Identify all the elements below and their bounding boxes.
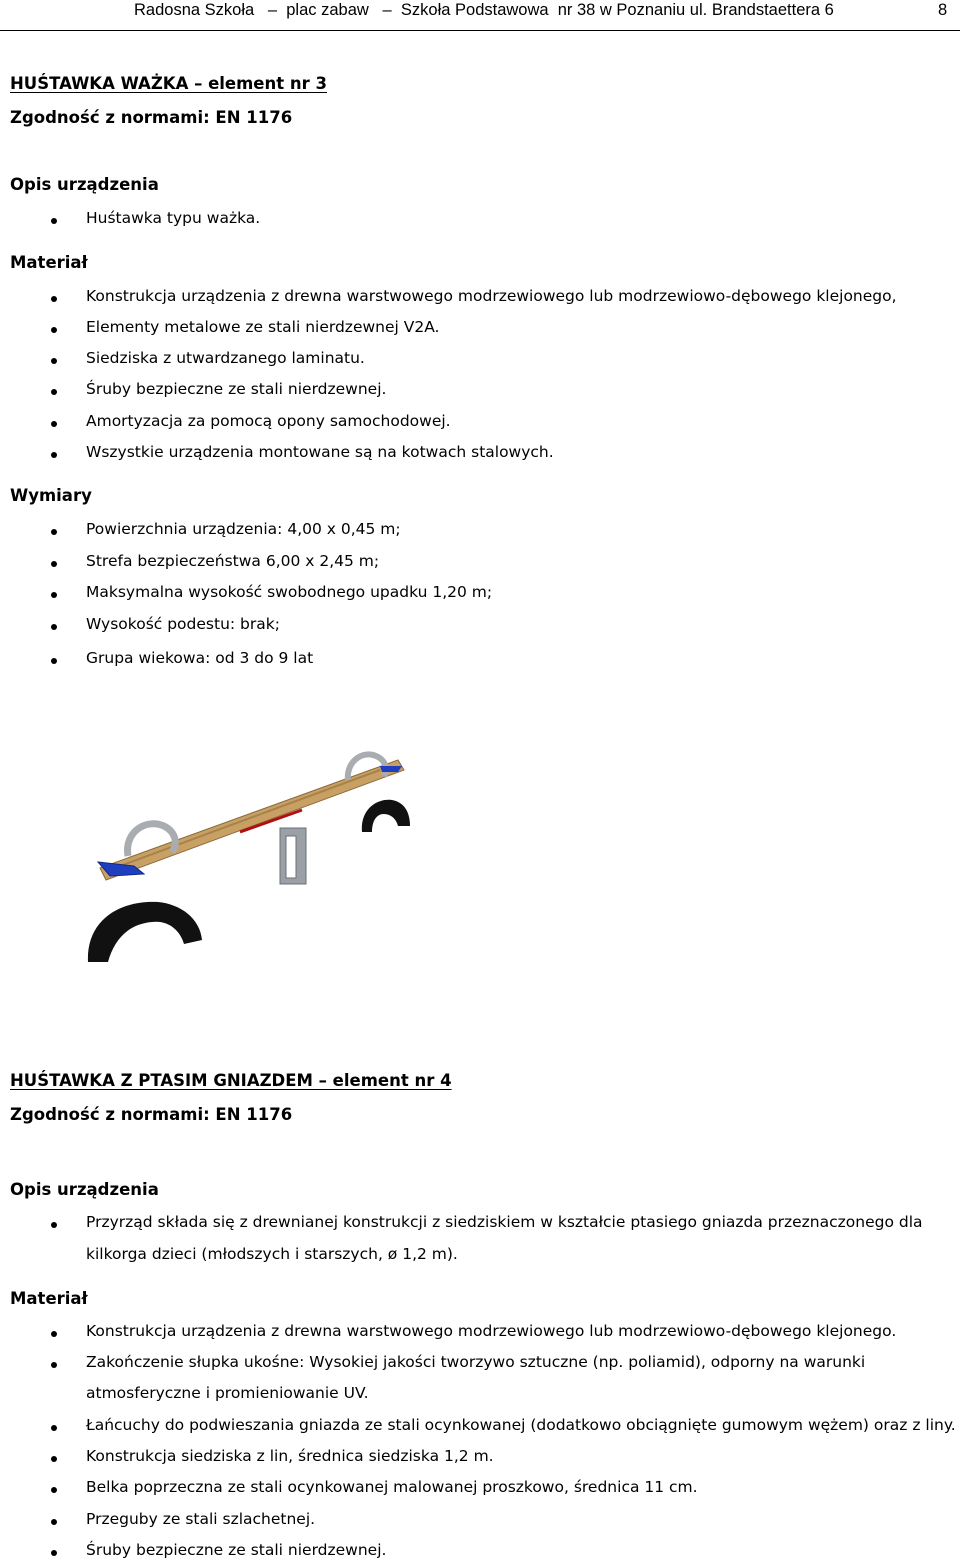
page-number: 8 [938, 1, 948, 19]
material-item: Przeguby ze stali szlachetnej. [86, 1510, 316, 1528]
material-item-continuation: atmosferyczne i promieniowanie UV. [86, 1384, 369, 1402]
bullet [51, 592, 57, 598]
seesaw-illustration [80, 740, 420, 975]
bullet [51, 452, 57, 458]
section1-norm: Zgodność z normami: EN 1176 [10, 108, 293, 127]
bullet [51, 218, 57, 224]
bullet [51, 389, 57, 395]
tyre-far [362, 800, 410, 832]
dimension-item: Grupa wiekowa: od 3 do 9 lat [86, 649, 314, 667]
material-item: Konstrukcja urządzenia z drewna warstwowego modrzewiowego lub modrzewiowo-dębowego klejonego. [86, 1322, 897, 1340]
section1-material-heading: Materiał [10, 253, 88, 272]
bullet [51, 327, 57, 333]
dimension-item: Wysokość podestu: brak; [86, 615, 280, 633]
bullet [51, 1222, 57, 1228]
header-text: Radosna Szkoła – plac zabaw – Szkoła Podstawowa nr 38 w Poznaniu ul. Brandstaettera 6 [134, 1, 834, 19]
bullet [51, 624, 57, 630]
bullet [51, 296, 57, 302]
desc-item: Huśtawka typu ważka. [86, 209, 261, 227]
bullet [51, 561, 57, 567]
bullet [51, 658, 57, 664]
material-item: Siedziska z utwardzanego laminatu. [86, 349, 365, 367]
dimension-item: Maksymalna wysokość swobodnego upadku 1,20 m; [86, 583, 493, 601]
bullet [51, 1550, 57, 1556]
material-item: Konstrukcja urządzenia z drewna warstwowego modrzewiowego lub modrzewiowo-dębowego klejonego, [86, 287, 897, 305]
material-item: Belka poprzeczna ze stali ocynkowanej malowanej proszkowo, średnica 11 cm. [86, 1478, 698, 1496]
material-item: Konstrukcja siedziska z lin, średnica siedziska 1,2 m. [86, 1447, 494, 1465]
bullet [51, 1362, 57, 1368]
material-item: Wszystkie urządzenia montowane są na kotwach stalowych. [86, 443, 554, 461]
desc-item-continuation: kilkorga dzieci (młodszych i starszych, ø 1,2 m). [86, 1245, 458, 1263]
bullet [51, 1331, 57, 1337]
material-item: Śruby bezpieczne ze stali nierdzewnej. [86, 1541, 387, 1559]
material-item: Łańcuchy do podwieszania gniazda ze stali ocynkowanej (dodatkowo obciągnięte gumowym wężem) oraz z liny. [86, 1416, 956, 1434]
tyre-near [88, 902, 202, 962]
bullet [51, 358, 57, 364]
section2-desc-heading: Opis urządzenia [10, 1180, 159, 1199]
dimension-item: Powierzchnia urządzenia: 4,00 x 0,45 m; [86, 520, 401, 538]
dimension-item: Strefa bezpieczeństwa 6,00 x 2,45 m; [86, 552, 380, 570]
page-header [0, 0, 960, 32]
section2-material-heading: Materiał [10, 1289, 88, 1308]
bullet [51, 1425, 57, 1431]
section2-norm: Zgodność z normami: EN 1176 [10, 1105, 293, 1124]
header-rule [0, 30, 960, 31]
bullet [51, 421, 57, 427]
material-item: Amortyzacja za pomocą opony samochodowej. [86, 412, 451, 430]
bullet [51, 1487, 57, 1493]
material-item: Zakończenie słupka ukośne: Wysokiej jakości tworzywo sztuczne (np. poliamid), odporny na warunki [86, 1353, 866, 1371]
desc-item: Przyrząd składa się z drewnianej konstrukcji z siedziskiem w kształcie ptasiego gniazda przeznaczonego dla [86, 1213, 923, 1231]
bullet [51, 1456, 57, 1462]
section2-title: HUŚTAWKA Z PTASIM GNIAZDEM – element nr 4 [10, 1071, 452, 1090]
bullet [51, 1519, 57, 1525]
material-item: Śruby bezpieczne ze stali nierdzewnej. [86, 380, 387, 398]
section1-dimensions-heading: Wymiary [10, 486, 92, 505]
material-item: Elementy metalowe ze stali nierdzewnej V2A. [86, 318, 440, 336]
section1-desc-heading: Opis urządzenia [10, 175, 159, 194]
section1-title: HUŚTAWKA WAŻKA – element nr 3 [10, 74, 327, 93]
bullet [51, 529, 57, 535]
